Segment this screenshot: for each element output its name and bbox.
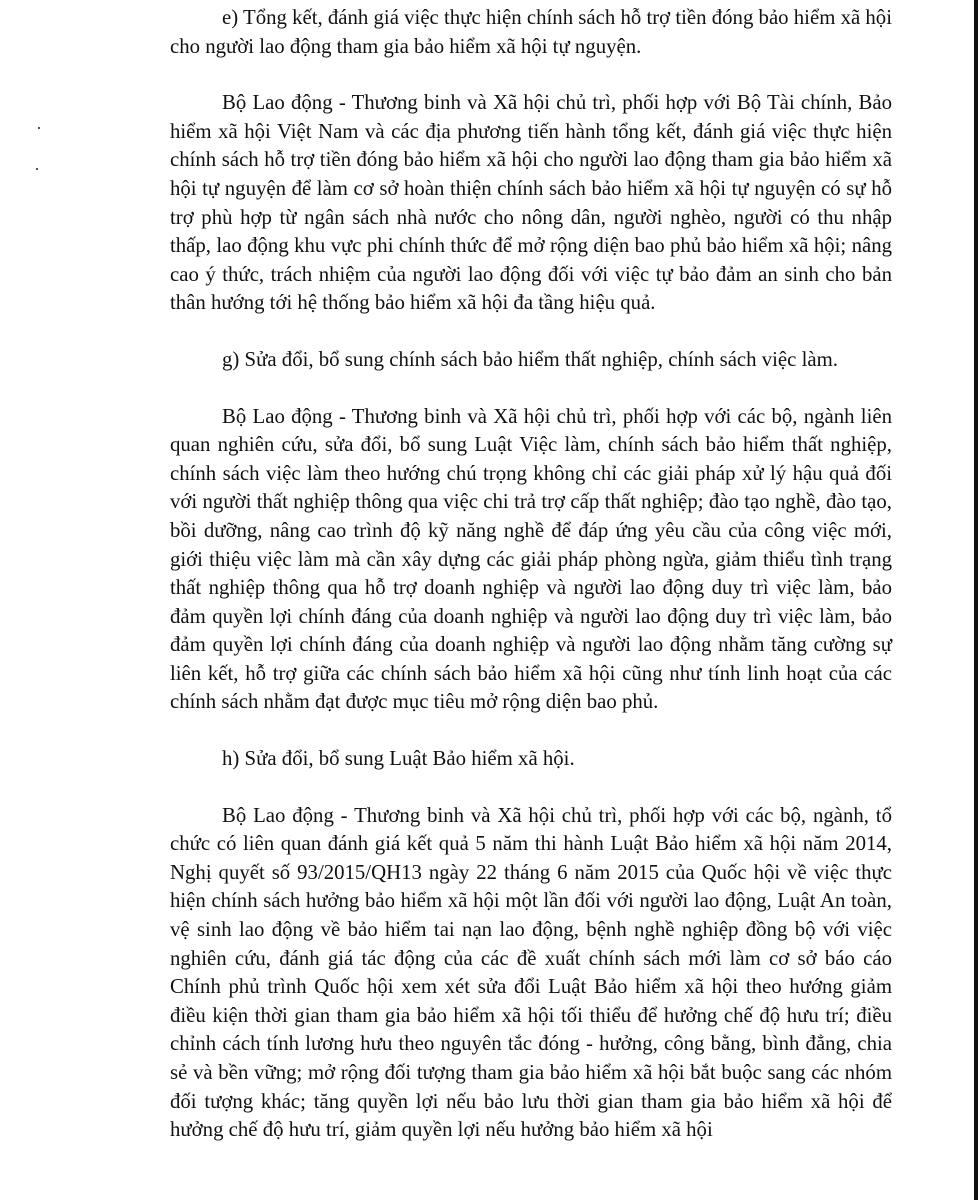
section-heading-e: e) Tổng kết, đánh giá việc thực hiện chính sách hỗ trợ tiền đóng bảo hiểm xã hội cho người lao động tham gia bảo hiểm xã hội tự nguyện. <box>170 6 892 58</box>
section-heading-h: h) Sửa đổi, bổ sung Luật Bảo hiểm xã hội. <box>222 747 575 771</box>
paragraph-g-body: Bộ Lao động - Thương binh và Xã hội chủ trì, phối hợp với các bộ, ngành liên quan nghiên cứu, sửa đổi, bổ sung Luật Việc làm, chính sách bảo hiểm thất nghiệp, chính sách việc làm theo hướng chú trọng không chỉ các giải pháp xử lý hậu quả đối với người thất nghiệp thông qua việc chi trả trợ cấp thất nghiệp; đào tạo nghề, đào tạo, bồi dưỡng, nâng cao trình độ kỹ năng nghề để đáp ứng yêu cầu của công việc mới, giới thiệu việc làm mà cần xây dựng các giải pháp phòng ngừa, giảm thiểu tình trạng thất nghiệp thông qua hỗ trợ doanh nghiệp và người lao động duy trì việc làm, bảo đảm quyền lợi chính đáng của doanh nghiệp và người lao động duy trì việc làm, bảo đảm quyền lợi chính đáng của doanh nghiệp và người lao động nhằm tăng cường sự liên kết, hỗ trợ giữa các chính sách bảo hiểm xã hội cũng như tính linh hoạt của các chính sách nhằm đạt được mục tiêu mở rộng diện bao phủ. <box>170 404 892 714</box>
paragraph-e-body: Bộ Lao động - Thương binh và Xã hội chủ trì, phối hợp với Bộ Tài chính, Bảo hiểm xã hội Việt Nam và các địa phương tiến hành tổng kết, đánh giá việc thực hiện chính sách hỗ trợ tiền đóng bảo hiểm xã hội cho người lao động tham gia bảo hiểm xã hội tự nguyện để làm cơ sở hoàn thiện chính sách bảo hiểm xã hội tự nguyện có sự hỗ trợ phù hợp từ ngân sách nhà nước cho nông dân, người nghèo, người có thu nhập thấp, lao động khu vực phi chính thức để mở rộng diện bao phủ bảo hiểm xã hội; nâng cao ý thức, trách nhiệm của người lao động đối với việc tự bảo đảm an sinh cho bản thân hướng tới hệ thống bảo hiểm xã hội đa tầng hiệu quả. <box>170 91 892 315</box>
scan-speck <box>36 168 38 170</box>
document-body <box>170 0 892 1145</box>
scan-edge <box>974 0 978 1200</box>
scan-speck <box>38 127 40 129</box>
paragraph-h-body: Bộ Lao động - Thương binh và Xã hội chủ trì, phối hợp với các bộ, ngành, tổ chức có liên quan đánh giá kết quả 5 năm thi hành Luật Bảo hiểm xã hội năm 2014, Nghị quyết số 93/2015/QH13 ngày 22 tháng 6 năm 2015 của Quốc hội về việc thực hiện chính sách hưởng bảo hiểm xã hội một lần đối với người lao động, Luật An toàn, vệ sinh lao động về bảo hiểm tai nạn lao động, bệnh nghề nghiệp đồng bộ với việc nghiên cứu, đánh giá tác động của các đề xuất chính sách mới làm cơ sở báo cáo Chính phủ trình Quốc hội xem xét sửa đổi Luật Bảo hiểm xã hội theo hướng giảm điều kiện thời gian tham gia bảo hiểm xã hội tối thiểu để hưởng chế độ hưu trí; điều chỉnh cách tính lương hưu theo nguyên tắc đóng - hưởng, công bằng, bình đẳng, chia sẻ và bền vững; mở rộng đối tượng tham gia bảo hiểm xã hội bắt buộc sang các nhóm đối tượng khác; tăng quyền lợi nếu bảo lưu thời gian tham gia bảo hiểm xã hội để hưởng chế độ hưu trí, giảm quyền lợi nếu hưởng bảo hiểm xã hội <box>170 803 892 1142</box>
section-heading-g: g) Sửa đổi, bổ sung chính sách bảo hiểm thất nghiệp, chính sách việc làm. <box>222 347 838 371</box>
